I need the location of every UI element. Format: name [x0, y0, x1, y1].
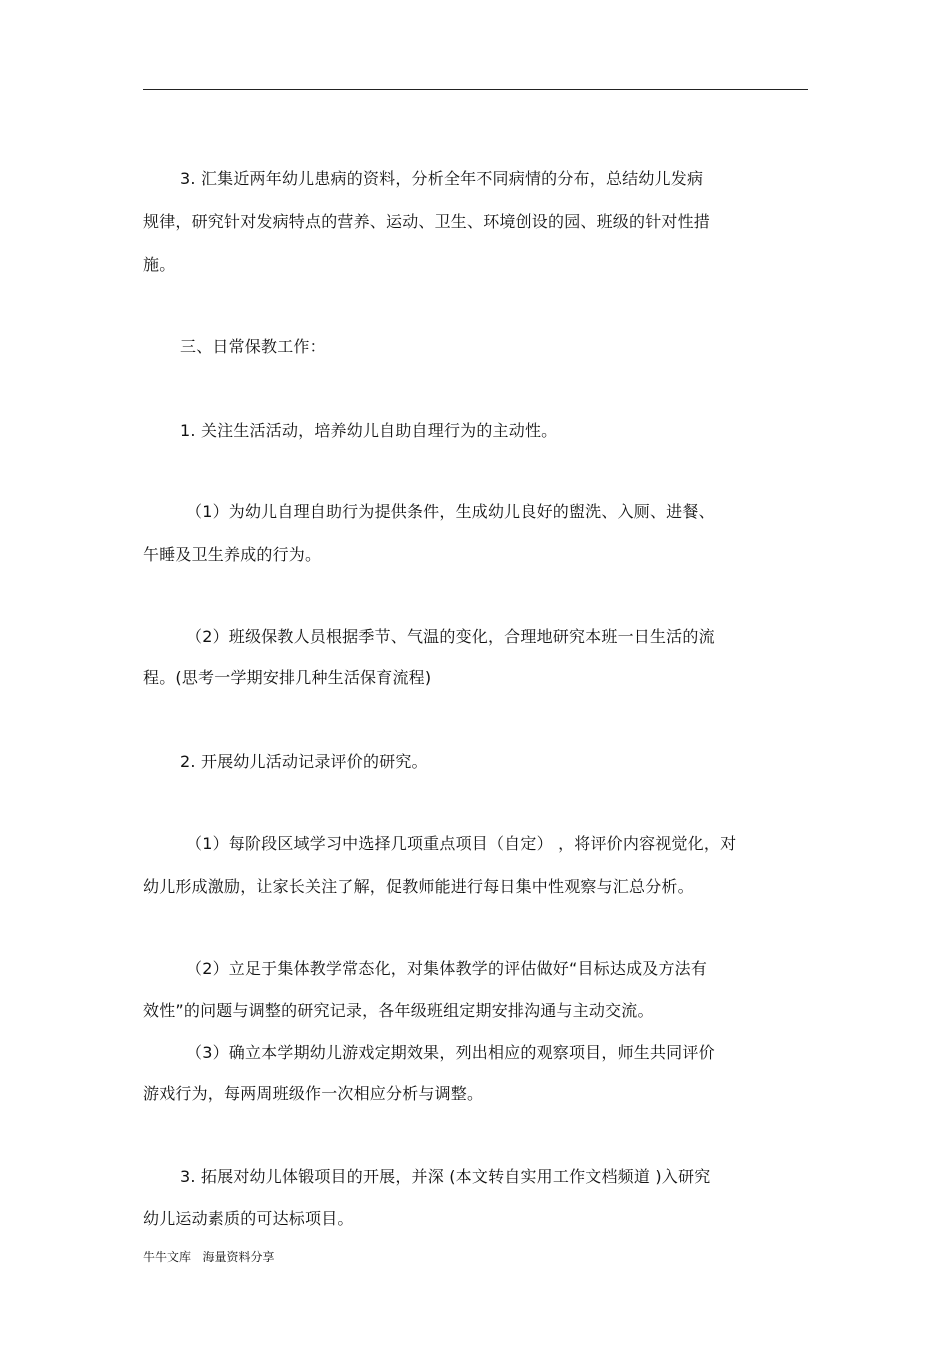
paragraph-line: 施。	[143, 255, 176, 274]
paragraph-line: 游戏行为，每两周班级作一次相应分析与调整。	[143, 1084, 484, 1103]
paragraph-line: （1）为幼儿自理自助行为提供条件，生成幼儿良好的盥洗、入厕、进餐、	[186, 502, 715, 521]
item-heading: 1. 关注生活活动，培养幼儿自助自理行为的主动性。	[180, 421, 558, 440]
paragraph-line: 规律，研究针对发病特点的营养、运动、卫生、环境创设的园、班级的针对性措	[143, 212, 711, 231]
page-footer: 牛牛文库 海量资料分享	[143, 1250, 275, 1264]
paragraph-line: （1）每阶段区域学习中选择几项重点项目（自定） ，将评价内容视觉化，对	[186, 834, 737, 853]
section-heading: 三、日常保教工作：	[180, 337, 326, 356]
paragraph-line: 午睡及卫生养成的行为。	[143, 545, 322, 564]
paragraph-line: 幼儿形成激励，让家长关注了解，促教师能进行每日集中性观察与汇总分析。	[143, 877, 694, 896]
paragraph-line: 效性”的问题与调整的研究记录，各年级班组定期安排沟通与主动交流。	[143, 1001, 654, 1020]
paragraph-line: 幼儿运动素质的可达标项目。	[143, 1209, 354, 1228]
paragraph-line: （2）立足于集体教学常态化，对集体教学的评估做好“目标达成及方法有	[186, 959, 708, 978]
paragraph-line: （2）班级保教人员根据季节、气温的变化，合理地研究本班一日生活的流	[186, 627, 715, 646]
paragraph-line: 3. 拓展对幼儿体锻项目的开展，并深 (本文转自实用工作文档频道 )入研究	[180, 1167, 711, 1186]
header-rule	[143, 89, 808, 90]
paragraph-line: 程。(思考一学期安排几种生活保育流程)	[143, 668, 432, 687]
item-heading: 2. 开展幼儿活动记录评价的研究。	[180, 752, 428, 771]
paragraph-line: 3. 汇集近两年幼儿患病的资料，分析全年不同病情的分布，总结幼儿发病	[180, 169, 704, 188]
paragraph-line: （3）确立本学期幼儿游戏定期效果，列出相应的观察项目，师生共同评价	[186, 1043, 715, 1062]
